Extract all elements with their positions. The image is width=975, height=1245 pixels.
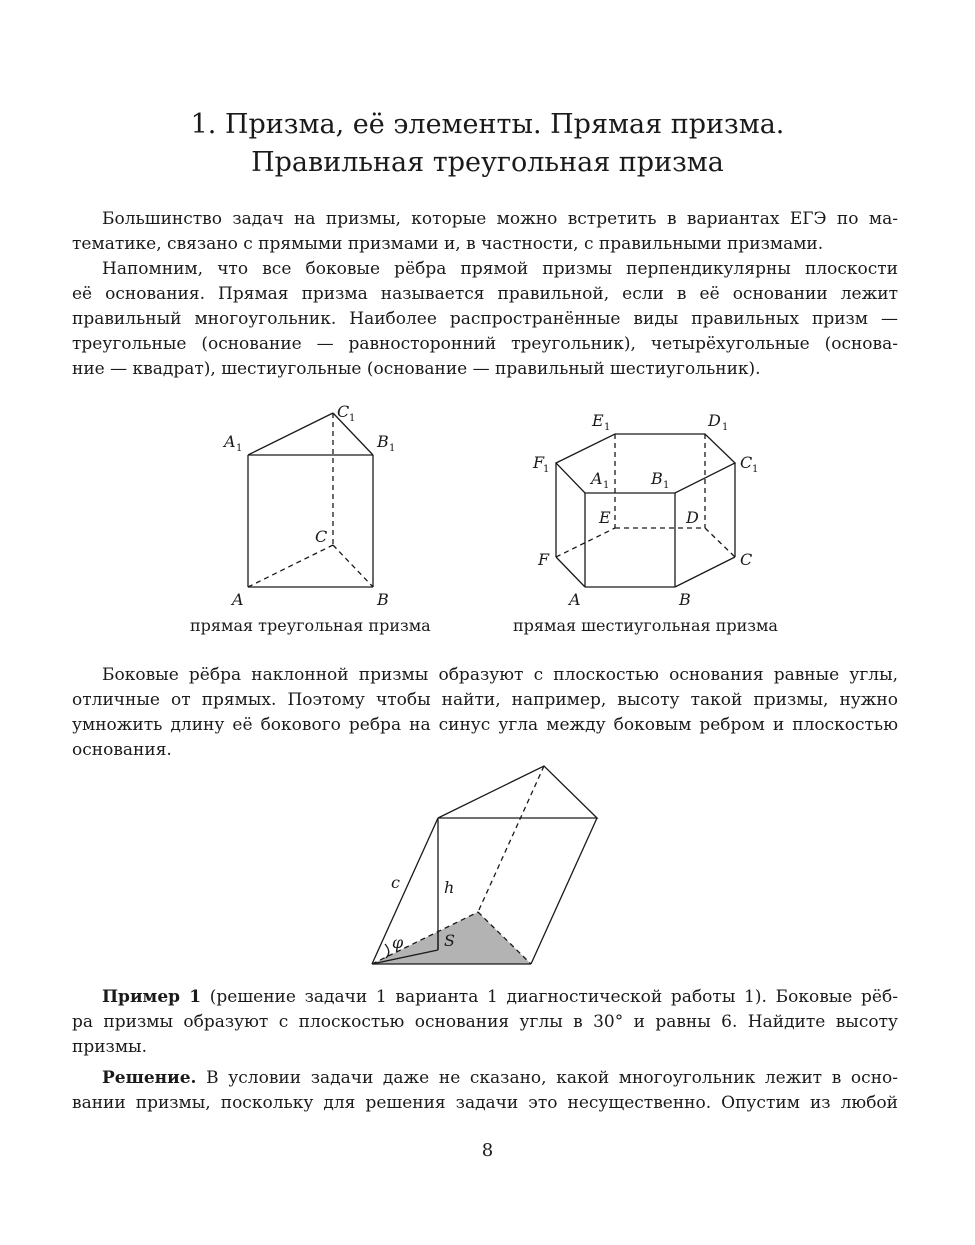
label-E1: E [592,411,604,430]
label-sub: 1 [722,422,729,433]
figure-caption: прямая треугольная призма [190,616,431,635]
text-line: основания. [72,740,172,760]
label-sub: 1 [604,422,611,433]
text-line: треугольные (основание — равносторонний треугольник), четырёхугольные (основа- [72,334,898,354]
label-sub: 1 [752,464,759,475]
label-sub: 1 [349,413,356,424]
label-sub: 1 [603,480,610,491]
title-line-2: Правильная треугольная призма [251,147,724,178]
label-A: A [232,590,244,609]
text-line: её основания. Прямая призма называется правильной, если в её основании лежит [72,284,898,304]
label-phi: φ [392,933,404,952]
example-1 [72,985,898,1060]
text-line [72,985,898,1010]
solution [72,1066,898,1116]
solution-text: В условии задачи даже не сказано, какой многоугольник лежит в осно- [196,1068,898,1088]
text-line: Большинство задач на призмы, которые можно встретить в вариантах ЕГЭ по ма- [102,209,898,229]
text-line: правильный многоугольник. Наиболее распространённые виды правильных призм — [72,309,898,329]
label-sub: 1 [236,443,243,454]
label-A1: A [591,469,603,488]
label-D: D [686,508,699,527]
label-h: h [444,878,455,897]
label-F: F [538,550,550,569]
text-line: умножить длину её бокового ребра на синус угла между боковым ребром и плоскостью [72,715,898,735]
text-line [72,1066,898,1091]
example-label: Пример 1 [102,987,202,1007]
label-A: A [569,590,581,609]
text-line: вании призмы, поскольку для решения задачи это несущественно. Опустим из любой [72,1093,898,1113]
label-C1: C [740,453,753,472]
label-A1: A [224,432,236,451]
title-line-1: 1. Призма, её элементы. Прямая призма. [190,109,785,140]
label-C: C [315,527,328,546]
label-sub: 1 [663,480,670,491]
label-B: B [377,590,389,609]
label-B1: B [651,469,663,488]
label-B: B [679,590,691,609]
label-S: S [444,931,455,950]
text-line: ние — квадрат), шестиугольные (основание — правильный шестиугольник). [72,359,761,379]
label-c: c [391,873,400,892]
label-E: E [599,508,611,527]
text-line: призмы. [72,1037,147,1057]
text-line: Боковые рёбра наклонной призмы образуют с плоскостью основания равные углы, [102,665,898,685]
page-number: 8 [481,1140,494,1161]
text-line: отличные от прямых. Поэтому чтобы найти, например, высоту такой призмы, нужно [72,690,898,710]
solution-label: Решение. [102,1068,197,1088]
label-F1: F [533,453,545,472]
text-line: Напомним, что все боковые рёбра прямой призмы перпендикулярны плоскости [102,259,898,279]
text-line: тематике, связано с прямыми призмами и, в частности, с правильными призмами. [72,234,824,254]
label-sub: 1 [543,464,550,475]
text-line: ра призмы образуют с плоскостью основания углы в 30° и равны 6. Найдите высоту [72,1012,898,1032]
label-D1: D [708,411,721,430]
label-B1: B [377,432,389,451]
example-text: (решение задачи 1 варианта 1 диагностической работы 1). Боковые рёб- [201,987,898,1007]
label-C1: C [337,402,350,421]
figure-caption: прямая шестиугольная призма [513,616,778,635]
label-C: C [740,550,753,569]
label-sub: 1 [389,443,396,454]
